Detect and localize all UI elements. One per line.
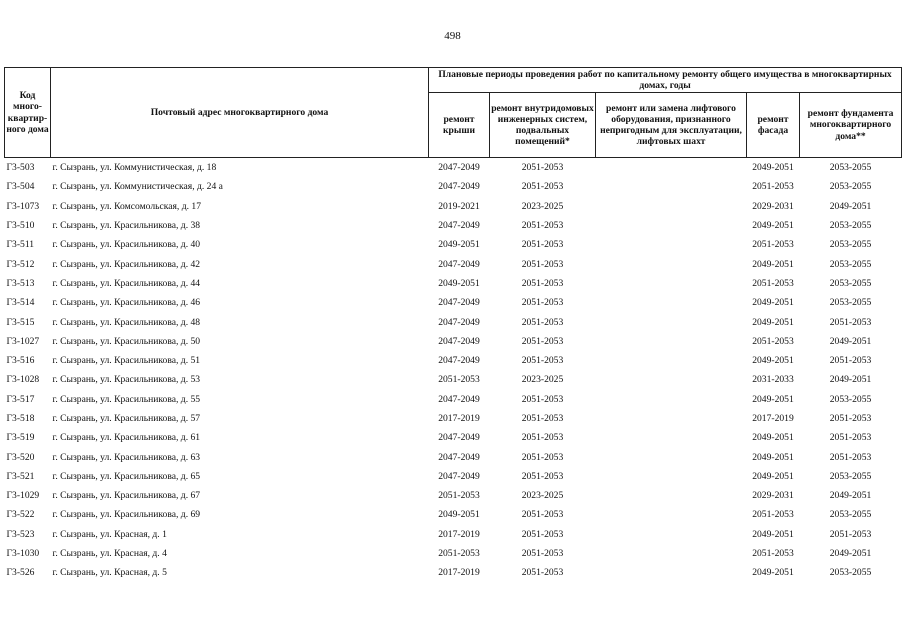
cell-roof: 2047-2049 [438,316,480,328]
cell-address: г. Сызрань, ул. Красильникова, д. 61 [52,432,201,444]
cell-engineering: 2051-2053 [521,277,564,289]
table-row [5,158,902,178]
cell-engineering: 2051-2053 [521,258,564,270]
cell-roof: 2047-2049 [438,258,480,270]
cell-elevator [596,312,747,331]
cell-code: Г3-521 [6,470,35,482]
cell-engineering: 2051-2053 [521,393,564,405]
cell-engineering: 2051-2053 [521,528,564,540]
cell-elevator [596,332,747,351]
cell-elevator [596,486,747,505]
cell-code: Г3-504 [6,181,35,193]
cell-elevator [596,409,747,428]
cell-address: г. Сызрань, ул. Красильникова, д. 65 [52,470,201,482]
table-row [5,467,902,486]
cell-engineering: 2051-2053 [521,355,564,367]
cell-foundation: 2053-2055 [829,470,872,482]
cell-code: Г3-1028 [6,374,40,386]
cell-roof: 2047-2049 [438,470,480,482]
cell-foundation: 2053-2055 [829,567,872,579]
cell-address: г. Сызрань, ул. Красильникова, д. 69 [52,509,201,521]
cell-roof: 2051-2053 [438,374,480,386]
cell-facade: 2049-2051 [752,567,794,579]
cell-foundation: 2051-2053 [829,355,872,367]
cell-facade: 2049-2051 [752,393,794,405]
table-row [5,216,902,235]
table-row [5,428,902,447]
table-row [5,274,902,293]
table-row [5,447,902,466]
cell-code: Г3-526 [6,567,35,579]
cell-engineering: 2051-2053 [521,162,564,174]
table-row [5,254,902,273]
cell-code: Г3-1027 [6,335,40,347]
cell-code: Г3-516 [6,355,35,367]
cell-roof: 2019-2021 [438,200,480,212]
cell-facade: 2049-2051 [752,316,794,328]
cell-elevator [596,370,747,389]
cell-elevator [596,216,747,235]
cell-engineering: 2023-2025 [521,374,564,386]
cell-roof: 2049-2051 [438,277,480,289]
cell-facade: 2051-2053 [752,181,794,193]
cell-address: г. Сызрань, ул. Красильникова, д. 57 [52,412,201,424]
cell-code: Г3-514 [6,297,35,309]
cell-elevator [596,158,747,178]
cell-elevator [596,197,747,216]
cell-foundation: 2049-2051 [829,200,872,212]
cell-engineering: 2051-2053 [521,335,564,347]
cell-facade: 2049-2051 [752,355,794,367]
cell-elevator [596,274,747,293]
cell-engineering: 2051-2053 [521,220,564,232]
cell-engineering: 2051-2053 [521,297,564,309]
cell-foundation: 2053-2055 [829,258,872,270]
cell-address: г. Сызрань, ул. Коммунистическая, д. 24 а [52,181,223,193]
cell-roof: 2017-2019 [438,567,480,579]
table-row [5,486,902,505]
cell-roof: 2051-2053 [438,548,480,560]
cell-address: г. Сызрань, ул. Красильникова, д. 40 [52,239,201,251]
header-engineering: ремонт внутридомовых инженерных систем, подвальных помещений* [490,93,596,158]
cell-roof: 2051-2053 [438,490,480,502]
cell-code: Г3-1030 [6,548,40,560]
cell-foundation: 2049-2051 [829,335,872,347]
cell-address: г. Сызрань, ул. Красная, д. 4 [52,548,167,560]
cell-roof: 2047-2049 [438,181,480,193]
cell-elevator [596,254,747,273]
cell-facade: 2031-2033 [752,374,794,386]
cell-roof: 2047-2049 [438,162,480,174]
cell-facade: 2049-2051 [752,470,794,482]
cell-facade: 2051-2053 [752,509,794,521]
cell-elevator [596,525,747,544]
cell-code: Г3-512 [6,258,35,270]
cell-foundation: 2053-2055 [829,297,872,309]
header-code: Код много-квартир-ного дома [5,68,51,158]
table-row [5,197,902,216]
cell-code: Г3-518 [6,412,35,424]
cell-address: г. Сызрань, ул. Красильникова, д. 48 [52,316,201,328]
header-facade: ремонт фасада [747,93,800,158]
cell-address: г. Сызрань, ул. Красильникова, д. 44 [52,277,201,289]
cell-engineering: 2051-2053 [521,432,564,444]
cell-address: г. Сызрань, ул. Красильникова, д. 53 [52,374,201,386]
cell-address: г. Сызрань, ул. Комсомольская, д. 17 [52,200,201,212]
cell-elevator [596,544,747,563]
cell-foundation: 2051-2053 [829,316,872,328]
cell-engineering: 2051-2053 [521,412,564,424]
table-row [5,525,902,544]
table-row [5,293,902,312]
cell-engineering: 2051-2053 [521,316,564,328]
cell-engineering: 2051-2053 [521,181,564,193]
cell-roof: 2049-2051 [438,509,480,521]
cell-code: Г3-513 [6,277,35,289]
cell-roof: 2047-2049 [438,220,480,232]
cell-code: Г3-1029 [6,490,40,502]
cell-engineering: 2023-2025 [521,490,564,502]
cell-elevator [596,177,747,196]
cell-address: г. Сызрань, ул. Красильникова, д. 63 [52,451,201,463]
cell-roof: 2017-2019 [438,528,480,540]
cell-roof: 2047-2049 [438,451,480,463]
cell-address: г. Сызрань, ул. Красильникова, д. 38 [52,220,201,232]
cell-foundation: 2051-2053 [829,412,872,424]
table-row [5,370,902,389]
cell-elevator [596,351,747,370]
cell-roof: 2047-2049 [438,393,480,405]
table-row [5,332,902,351]
cell-address: г. Сызрань, ул. Красильникова, д. 67 [52,490,201,502]
cell-foundation: 2053-2055 [829,277,872,289]
table-row [5,544,902,563]
cell-foundation: 2053-2055 [829,162,872,174]
cell-address: г. Сызрань, ул. Красильникова, д. 50 [52,335,201,347]
cell-address: г. Сызрань, ул. Красная, д. 5 [52,567,167,579]
cell-engineering: 2023-2025 [521,200,564,212]
cell-engineering: 2051-2053 [521,567,564,579]
cell-address: г. Сызрань, ул. Красная, д. 1 [52,528,167,540]
cell-engineering: 2051-2053 [521,470,564,482]
cell-foundation: 2049-2051 [829,490,872,502]
cell-facade: 2051-2053 [752,277,794,289]
cell-roof: 2047-2049 [438,335,480,347]
cell-facade: 2051-2053 [752,548,794,560]
cell-foundation: 2051-2053 [829,451,872,463]
header-row-group [5,68,902,93]
cell-foundation: 2051-2053 [829,432,872,444]
cell-address: г. Сызрань, ул. Красильникова, д. 55 [52,393,201,405]
cell-address: г. Сызрань, ул. Красильникова, д. 51 [52,355,201,367]
cell-code: Г3-517 [6,393,35,405]
cell-code: Г3-503 [6,162,35,174]
cell-facade: 2049-2051 [752,528,794,540]
cell-facade: 2051-2053 [752,239,794,251]
cell-roof: 2047-2049 [438,355,480,367]
cell-foundation: 2053-2055 [829,220,872,232]
header-roof: ремонт крыши [429,93,490,158]
cell-facade: 2049-2051 [752,220,794,232]
cell-foundation: 2053-2055 [829,393,872,405]
cell-engineering: 2051-2053 [521,451,564,463]
cell-facade: 2029-2031 [752,200,794,212]
cell-roof: 2047-2049 [438,297,480,309]
cell-code: Г3-519 [6,432,35,444]
cell-facade: 2029-2031 [752,490,794,502]
cell-elevator [596,293,747,312]
cell-code: Г3-1073 [6,200,40,212]
cell-facade: 2051-2053 [752,335,794,347]
header-elevator: ремонт или замена лифтового оборудования, признанного непригодным для эксплуатации, лифтовых шахт [596,93,747,158]
cell-foundation: 2051-2053 [829,528,872,540]
cell-facade: 2017-2019 [752,412,794,424]
cell-foundation: 2049-2051 [829,548,872,560]
table-row [5,563,902,582]
table-row [5,409,902,428]
cell-code: Г3-523 [6,528,35,540]
header-foundation: ремонт фундамента многоквартирного дома** [800,93,902,158]
table-body [5,158,902,583]
header-group-periods: Плановые периоды проведения работ по капитальному ремонту общего имущества в многоквартирных домах, годы [429,68,902,93]
cell-elevator [596,428,747,447]
cell-address: г. Сызрань, ул. Красильникова, д. 46 [52,297,201,309]
table-row [5,177,902,196]
cell-engineering: 2051-2053 [521,548,564,560]
cell-facade: 2049-2051 [752,258,794,270]
cell-roof: 2049-2051 [438,239,480,251]
cell-facade: 2049-2051 [752,432,794,444]
cell-foundation: 2053-2055 [829,239,872,251]
repair-schedule-table [4,67,902,583]
cell-engineering: 2051-2053 [521,239,564,251]
cell-elevator [596,563,747,582]
cell-code: Г3-522 [6,509,35,521]
cell-elevator [596,235,747,254]
page-number: 498 [444,30,461,42]
cell-elevator [596,390,747,409]
cell-foundation: 2053-2055 [829,181,872,193]
cell-elevator [596,467,747,486]
cell-address: г. Сызрань, ул. Коммунистическая, д. 18 [52,162,217,174]
cell-facade: 2049-2051 [752,162,794,174]
table-row [5,312,902,331]
cell-engineering: 2051-2053 [521,509,564,521]
cell-code: Г3-510 [6,220,35,232]
cell-foundation: 2049-2051 [829,374,872,386]
cell-roof: 2017-2019 [438,412,480,424]
cell-roof: 2047-2049 [438,432,480,444]
header-address: Почтовый адрес многоквартирного дома [51,68,429,158]
cell-facade: 2049-2051 [752,451,794,463]
cell-code: Г3-520 [6,451,35,463]
table-row [5,235,902,254]
cell-foundation: 2053-2055 [829,509,872,521]
cell-code: Г3-515 [6,316,35,328]
cell-address: г. Сызрань, ул. Красильникова, д. 42 [52,258,201,270]
table-row [5,390,902,409]
cell-facade: 2049-2051 [752,297,794,309]
table-row [5,351,902,370]
cell-code: Г3-511 [6,239,35,251]
cell-elevator [596,447,747,466]
table-row [5,505,902,524]
cell-elevator [596,505,747,524]
